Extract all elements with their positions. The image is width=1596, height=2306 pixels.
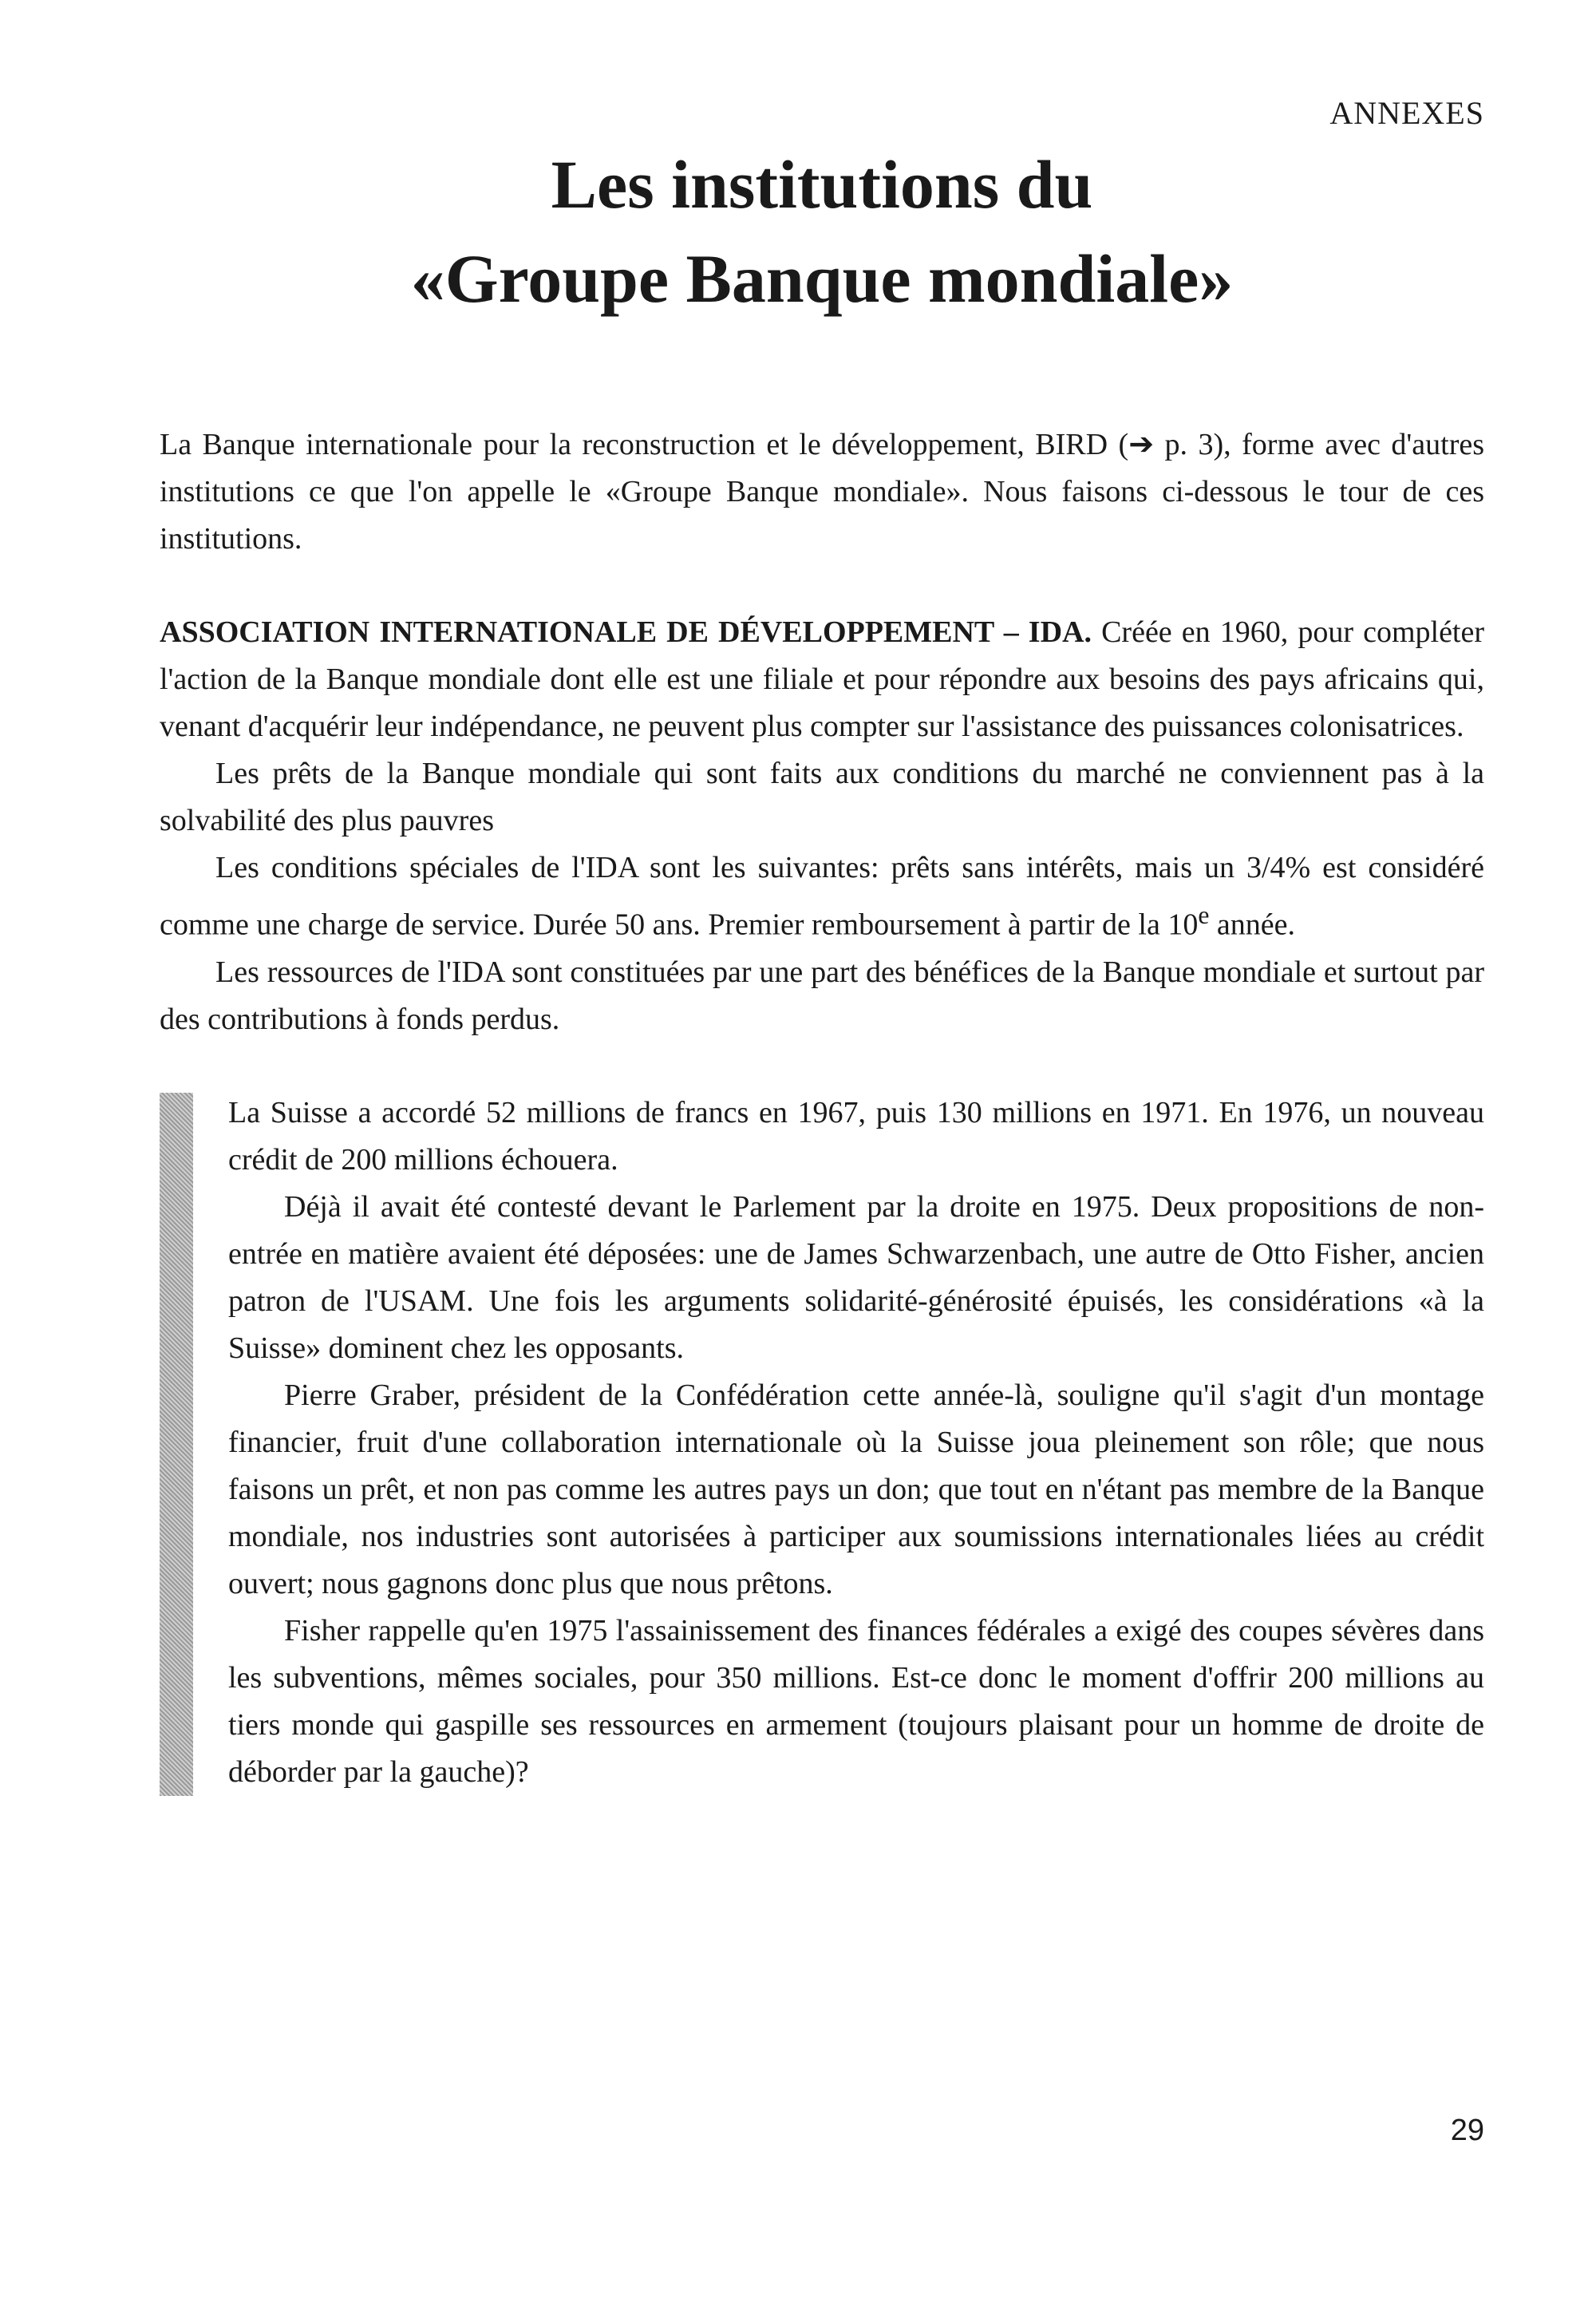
- intro-paragraph: La Banque internationale pour la reconstruction et le développement, BIRD (➔ p. 3), forme avec d'autres institutions ce que l'on appelle le «Groupe Banque mondiale». Nous faisons ci-dessous le tour de ces institutions.: [160, 428, 1484, 556]
- ida-paragraph-2: Les prêts de la Banque mondiale qui sont faits aux conditions du marché ne conviennent pas à la solvabilité des plus pauvres: [160, 757, 1484, 837]
- box-paragraph-1: La Suisse a accordé 52 millions de francs en 1967, puis 130 millions en 1971. En 1976, un nouveau crédit de 200 millions échouera.: [228, 1095, 1484, 1177]
- box-paragraph-4: Fisher rappelle qu'en 1975 l'assainissement des finances fédérales a exigé des coupes sévères dans les subventions, mêmes sociales, pour 350 millions. Est-ce donc le moment d'offrir 200 millions au tiers monde qui gaspille ses ressources en armement (toujours plaisant pour un homme de droite de déborder par la gauche)?: [228, 1613, 1484, 1789]
- swiss-sidebar-box: [160, 1090, 1484, 1796]
- main-content: [160, 421, 1484, 1796]
- page-title-line-2: «Groupe Banque mondiale»: [410, 240, 1234, 317]
- page-number: 29: [1450, 2114, 1484, 2147]
- ida-paragraph-3-text: Les conditions spéciales de l'IDA sont les suivantes: prêts sans intérêts, mais un 3/4% est considéré comme une charge de service. Durée 50 ans. Premier remboursement à partir de la 10: [160, 851, 1484, 942]
- sidebar-shaded-bar: [160, 1093, 193, 1796]
- ida-heading: ASSOCIATION INTERNATIONALE DE DÉVELOPPEMENT – IDA.: [160, 615, 1092, 649]
- ida-paragraph-4: Les ressources de l'IDA sont constituées par une part des bénéfices de la Banque mondiale et surtout par des contributions à fonds perdus.: [160, 955, 1484, 1036]
- page-title: [160, 137, 1484, 326]
- ordinal-superscript: e: [1198, 901, 1210, 929]
- ida-paragraph-3: [160, 844, 1484, 949]
- ida-paragraph-3-end: année.: [1209, 908, 1296, 942]
- ida-paragraph-1-text: Créée en 1960, pour compléter l'action de la Banque mondiale dont elle est une filiale et pour répondre aux besoins des pays africains qui, venant d'acquérir leur indépendance, ne peuvent plus compter sur l'assistance des puissances colonisatrices.: [160, 615, 1485, 743]
- page-title-line-1: Les institutions du: [551, 146, 1093, 223]
- ida-section: [160, 609, 1484, 1043]
- ida-paragraph-1: [160, 609, 1484, 750]
- box-paragraph-3: Pierre Graber, président de la Confédération cette année-là, souligne qu'il s'agit d'un montage financier, fruit d'une collaboration internationale où la Suisse joua pleinement son rôle; que nous faisons un prêt, et non pas comme les autres pays un don; que tout en n'étant pas membre de la Banque mondiale, nos industries sont autorisées à participer aux soumissions internationales liées au crédit ouvert; nous gagnons donc plus que nous prêtons.: [228, 1378, 1484, 1600]
- running-head: ANNEXES: [1329, 95, 1484, 131]
- box-paragraph-2: Déjà il avait été contesté devant le Parlement par la droite en 1975. Deux propositions de non-entrée en matière avaient été déposées: une de James Schwarzenbach, une autre de Otto Fisher, ancien patron de l'USAM. Une fois les arguments solidarité-générosité épuisés, les considérations «à la Suisse» dominent chez les opposants.: [228, 1189, 1484, 1365]
